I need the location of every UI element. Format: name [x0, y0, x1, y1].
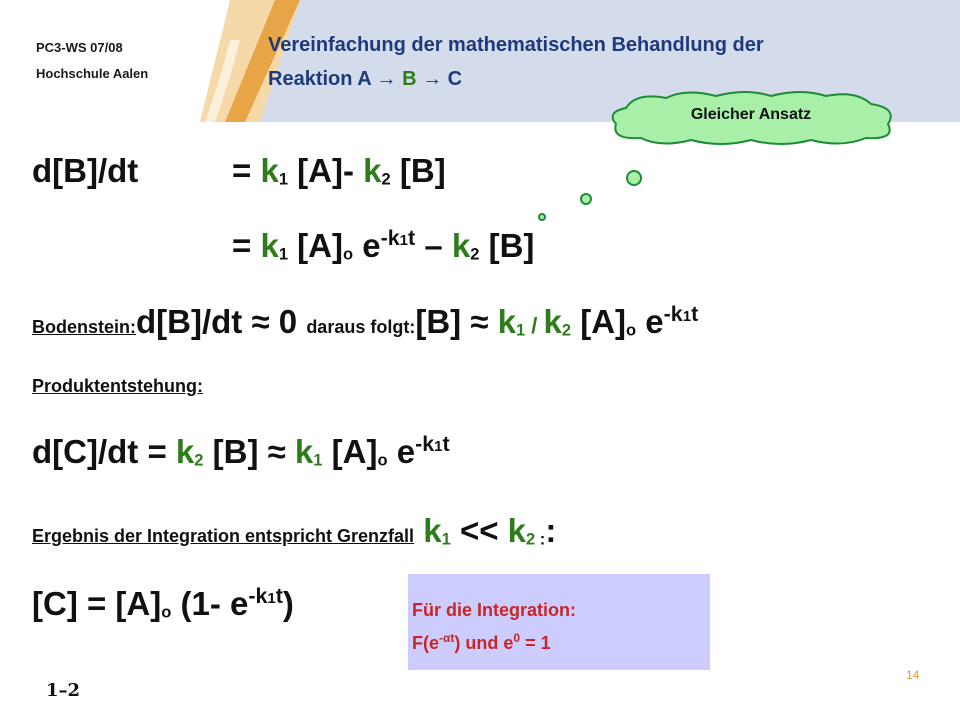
exp-t: t [442, 432, 450, 456]
equals: = [232, 226, 261, 264]
equation-db-dt [32, 152, 138, 190]
much-less-than: << [450, 512, 508, 549]
close-paren: ) [282, 584, 294, 622]
daraus-label: daraus folgt: [306, 316, 416, 337]
note-suffix: = 1 [520, 633, 551, 653]
index-o: o [342, 245, 354, 264]
a0-concentration: [A] [322, 432, 378, 470]
thought-bubble-small [538, 213, 546, 221]
zero-exponent: 0 [513, 631, 521, 645]
exp-t: t [408, 226, 416, 250]
bodenstein-expr: d[B]/dt [136, 302, 243, 340]
arrow-symbol: → [376, 68, 397, 90]
exponent [248, 584, 283, 608]
title-line-1: Vereinfachung der mathematischen Behandlung der [268, 34, 764, 56]
approx-symbol: ≈ [251, 302, 270, 340]
exp-t: t [275, 584, 283, 608]
a-concentration: [A] [288, 152, 343, 189]
b-concentration: [B] [203, 432, 259, 470]
b-concentration: [B] [390, 152, 446, 189]
exponent [415, 432, 450, 456]
index-o: o [377, 451, 388, 470]
bodenstein-label: Bodenstein: [32, 316, 137, 337]
thought-bubble-medium [580, 193, 592, 205]
exp-index-1: 1 [267, 590, 276, 607]
index-o: o [161, 603, 172, 622]
alpha-exponent: -αt [439, 631, 455, 645]
slide-title [268, 28, 958, 96]
c-rest: (1- e [171, 584, 249, 622]
index-1: 1 [278, 170, 288, 189]
exp-index-1: 1 [434, 438, 443, 455]
index-o: o [626, 321, 637, 340]
exponent [381, 226, 416, 250]
colon-small: : [535, 530, 546, 549]
k1: k [294, 432, 314, 470]
k2: k [175, 432, 195, 470]
callout-label: Gleicher Ansatz [690, 106, 812, 123]
exp-k: -k [663, 302, 683, 326]
note-line-1: Für die Integration: [412, 600, 576, 620]
index-2: 2 [526, 530, 536, 549]
thought-bubble-large [626, 170, 642, 186]
logo-swoosh-icon [0, 0, 300, 122]
zero: 0 [269, 302, 307, 340]
index-2: 2 [561, 321, 572, 340]
exp-index-1: 1 [399, 232, 409, 249]
ergebnis-label: Ergebnis der Integration entspricht Grenzfall [32, 526, 415, 546]
exp-k: -k [248, 584, 268, 608]
dc-lhs: d[C]/dt = [32, 432, 176, 470]
exp-e: e [353, 226, 381, 264]
index-1: 1 [313, 451, 323, 470]
minus: – [415, 226, 452, 264]
exp-t: t [691, 302, 699, 326]
approx-symbol: ≈ [267, 432, 286, 470]
note-line-2 [412, 624, 576, 657]
k1: k [423, 512, 442, 549]
equation-substitution [232, 226, 534, 265]
a0-concentration: [A] [571, 302, 627, 340]
index-1: 1 [515, 321, 526, 340]
index-2: 2 [194, 451, 204, 470]
produkt-label: Produktentstehung: [32, 376, 203, 396]
footer-mark: 1–2 [46, 680, 81, 701]
a0-concentration: [A] [288, 226, 343, 264]
k1: k [260, 152, 279, 189]
equation-dc-dt [32, 432, 450, 471]
index-1: 1 [278, 245, 288, 264]
bodenstein-line [32, 302, 698, 341]
ergebnis-line [32, 512, 556, 550]
b-concentration: [B] [415, 302, 471, 340]
arrow-symbol: → [422, 68, 443, 90]
k1: k [497, 302, 516, 340]
index-2: 2 [470, 245, 480, 264]
eq1-lhs: d[B]/dt [32, 152, 139, 189]
index-2: 2 [381, 170, 391, 189]
k2: k [451, 226, 471, 264]
colon: : [545, 512, 557, 549]
exp-e: e [636, 302, 664, 340]
minus: - [342, 152, 364, 189]
slash: / [525, 312, 544, 338]
course-label: PC3-WS 07/08 [36, 40, 123, 55]
equation-db-dt-rhs [232, 152, 446, 190]
approx-symbol: ≈ [470, 302, 489, 340]
title-reaction-a: Reaktion A [268, 68, 377, 90]
k1: k [260, 226, 279, 264]
note-mid: ) und e [454, 633, 514, 653]
school-label: Hochschule Aalen [36, 66, 149, 81]
k2: k [363, 152, 382, 189]
k2: k [543, 302, 562, 340]
equals: = [232, 152, 261, 189]
exp-e: e [387, 432, 416, 470]
title-reaction-b: B [396, 68, 423, 90]
k2: k [507, 512, 527, 549]
exp-k: -k [415, 432, 435, 456]
exp-index-1: 1 [682, 308, 692, 325]
page-number: 14 [906, 668, 920, 682]
b-concentration: [B] [479, 226, 535, 264]
title-reaction-c: C [442, 68, 463, 90]
equation-c-result [32, 584, 294, 623]
exp-k: -k [380, 226, 400, 250]
c-lhs: [C] = [A] [32, 584, 162, 622]
exponent [664, 302, 699, 326]
index-1: 1 [441, 530, 451, 549]
note-f: F(e [412, 633, 439, 653]
integration-note-text [412, 596, 576, 657]
